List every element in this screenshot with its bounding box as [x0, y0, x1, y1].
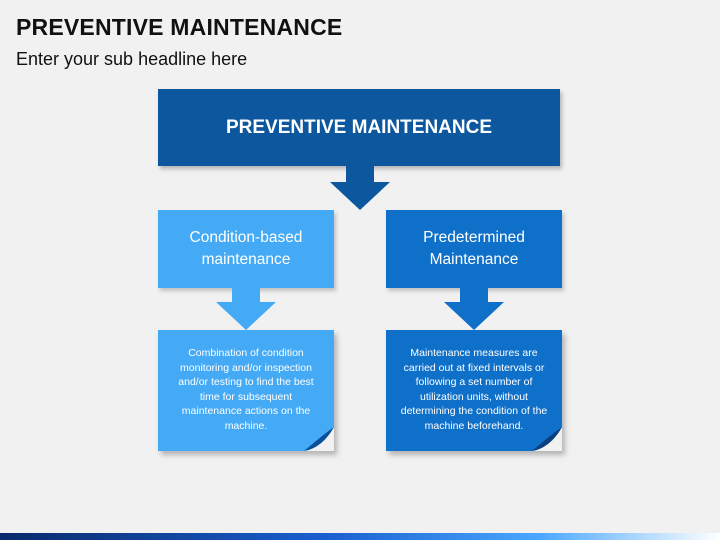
- right-down-arrow: [444, 288, 504, 330]
- slide-subtitle: Enter your sub headline here: [16, 49, 248, 69]
- root-label: PREVENTIVE MAINTENANCE: [225, 116, 493, 138]
- root-box: [158, 89, 560, 166]
- description-box-condition-based: [158, 330, 334, 451]
- description-text-predetermined: Maintenance measures are carried out at fixed intervals or following a set number of utilization units, without determining the condition of the machine beforehand.: [400, 347, 548, 432]
- left-down-arrow: [216, 288, 276, 330]
- page-curl-icon: [532, 427, 562, 451]
- branch-label-condition-based: Condition-based maintenance: [189, 229, 303, 268]
- branch-box-predetermined: [386, 210, 562, 288]
- slide-title: PREVENTIVE MAINTENANCE: [16, 14, 343, 40]
- description-box-predetermined: [386, 330, 562, 451]
- page-curl-icon: [304, 427, 334, 451]
- branch-box-condition-based: [158, 210, 334, 288]
- description-text-condition-based: Combination of condition monitoring and/or inspection and/or testing to find the best time for subsequent maintenance actions on the machine.: [178, 347, 314, 432]
- footer-gradient-bar: [0, 533, 720, 540]
- branch-label-predetermined: Predetermined Maintenance: [423, 229, 525, 268]
- root-down-arrow: [330, 166, 390, 210]
